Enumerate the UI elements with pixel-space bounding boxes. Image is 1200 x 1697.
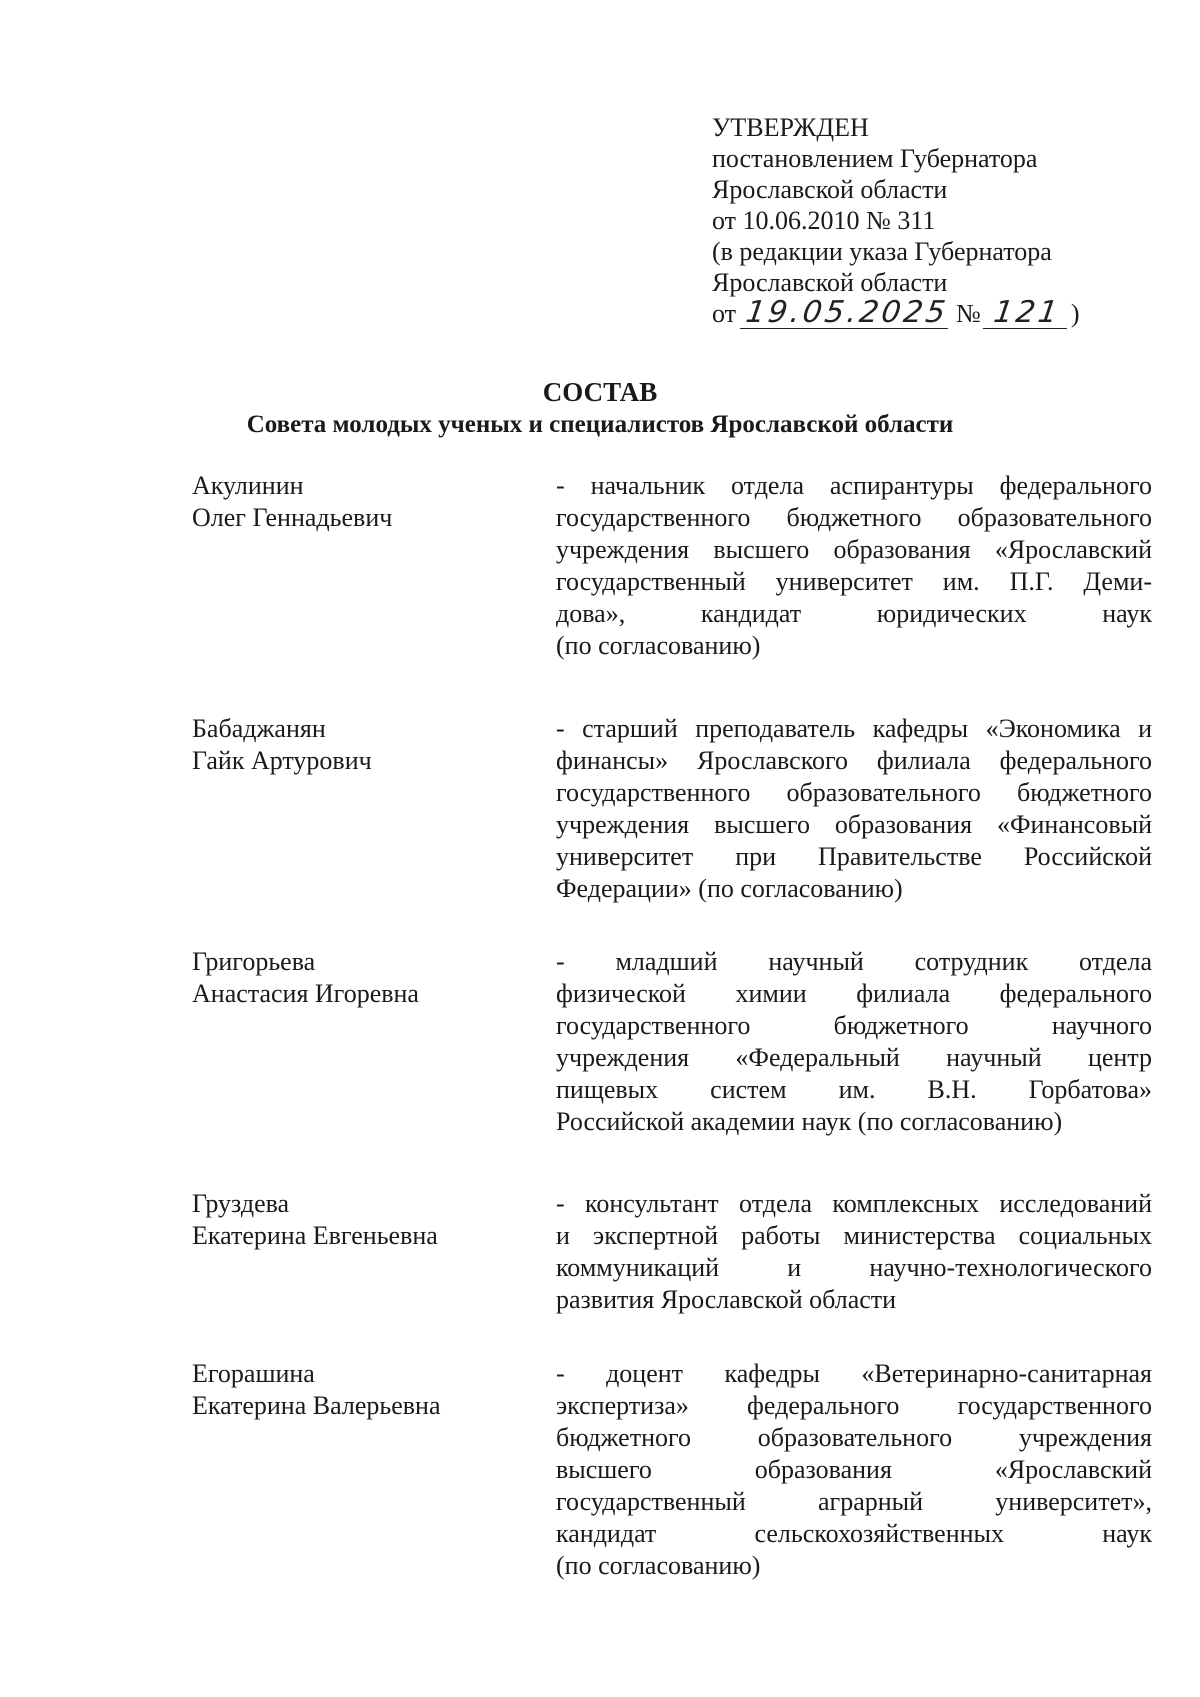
position-line: - консультант отдела комплексных исследований	[556, 1189, 1152, 1218]
approval-line: от 10.06.2010 № 311	[712, 206, 936, 235]
approval-heading: УТВЕРЖДЕН	[712, 113, 869, 142]
position-line: - начальник отдела аспирантуры федерального	[556, 471, 1152, 500]
position-line: государственного бюджетного образовательного	[556, 503, 1152, 532]
position-line: государственный университет им. П.Г. Деми-	[556, 567, 1152, 596]
member-surname: Бабаджанян	[192, 714, 326, 743]
position-line: (по согласованию)	[556, 631, 761, 660]
position-line: бюджетного образовательного учреждения	[556, 1423, 1152, 1452]
member-given-names: Гайк Артурович	[192, 746, 372, 775]
document-title: СОСТАВ	[542, 377, 658, 407]
member-given-names: Олег Геннадьевич	[192, 503, 393, 532]
position-line: кандидат сельскохозяйственных наук	[556, 1519, 1152, 1548]
approval-block	[712, 112, 1142, 329]
member-surname: Григорьева	[192, 947, 316, 976]
position-line: пищевых систем им. В.Н. Горбатова»	[556, 1075, 1152, 1104]
member-name	[192, 1188, 522, 1252]
handwritten-date: 19.05.2025	[740, 298, 952, 329]
member-position	[556, 1358, 1152, 1582]
position-line: учреждения высшего образования «Финансовый	[556, 810, 1152, 839]
member-position	[556, 946, 1152, 1138]
member-name	[192, 946, 522, 1010]
position-line: развития Ярославской области	[556, 1285, 897, 1314]
position-line: и экспертной работы министерства социальных	[556, 1221, 1152, 1250]
position-line: коммуникаций и научно-технологического	[556, 1253, 1152, 1282]
position-line: (по согласованию)	[556, 1551, 761, 1580]
position-line: государственного бюджетного научного	[556, 1011, 1152, 1040]
position-line: учреждения высшего образования «Ярославский	[556, 535, 1152, 564]
position-line: Федерации» (по согласованию)	[556, 874, 903, 903]
member-name	[192, 1358, 522, 1422]
approval-line: (в редакции указа Губернатора	[712, 237, 1052, 266]
number-sign: №	[956, 299, 981, 328]
member-given-names: Екатерина Евгеньевна	[192, 1221, 438, 1250]
position-line: государственного образовательного бюджетного	[556, 778, 1152, 807]
member-given-names: Анастасия Игоревна	[192, 979, 419, 1008]
document-subtitle: Совета молодых ученых и специалистов Ярославской области	[246, 411, 954, 438]
member-surname: Акулинин	[192, 471, 304, 500]
approval-line: Ярославской области	[712, 175, 948, 204]
position-line: университет при Правительстве Российской	[556, 842, 1152, 871]
approval-line: постановлением Губернатора	[712, 144, 1038, 173]
closing-parenthesis: )	[1070, 299, 1080, 328]
handwritten-number: 121	[983, 298, 1071, 329]
position-line: Российской академии наук (по согласованию)	[556, 1107, 1063, 1136]
position-line: физической химии филиала федерального	[556, 979, 1152, 1008]
member-name	[192, 470, 522, 534]
position-line: государственный аграрный университет»,	[556, 1487, 1152, 1516]
member-surname: Груздева	[192, 1189, 290, 1218]
member-position	[556, 1188, 1152, 1316]
position-line: - доцент кафедры «Ветеринарно-санитарная	[556, 1359, 1152, 1388]
member-name	[192, 713, 522, 777]
position-line: высшего образования «Ярославский	[556, 1455, 1152, 1484]
member-surname: Егорашина	[192, 1359, 315, 1388]
member-position	[556, 470, 1152, 662]
position-line: - младший научный сотрудник отдела	[556, 947, 1152, 976]
position-line: экспертиза» федерального государственного	[556, 1391, 1152, 1420]
position-line: дова», кандидат юридических наук	[556, 599, 1152, 628]
member-position	[556, 713, 1152, 905]
member-given-names: Екатерина Валерьевна	[192, 1391, 441, 1420]
from-prefix: от	[712, 299, 737, 328]
position-line: финансы» Ярославского филиала федерального	[556, 746, 1152, 775]
amendment-date-line	[712, 295, 1142, 330]
position-line: учреждения «Федеральный научный центр	[556, 1043, 1152, 1072]
position-line: - старший преподаватель кафедры «Экономика и	[556, 714, 1152, 743]
approval-line: Ярославской области	[712, 268, 948, 297]
